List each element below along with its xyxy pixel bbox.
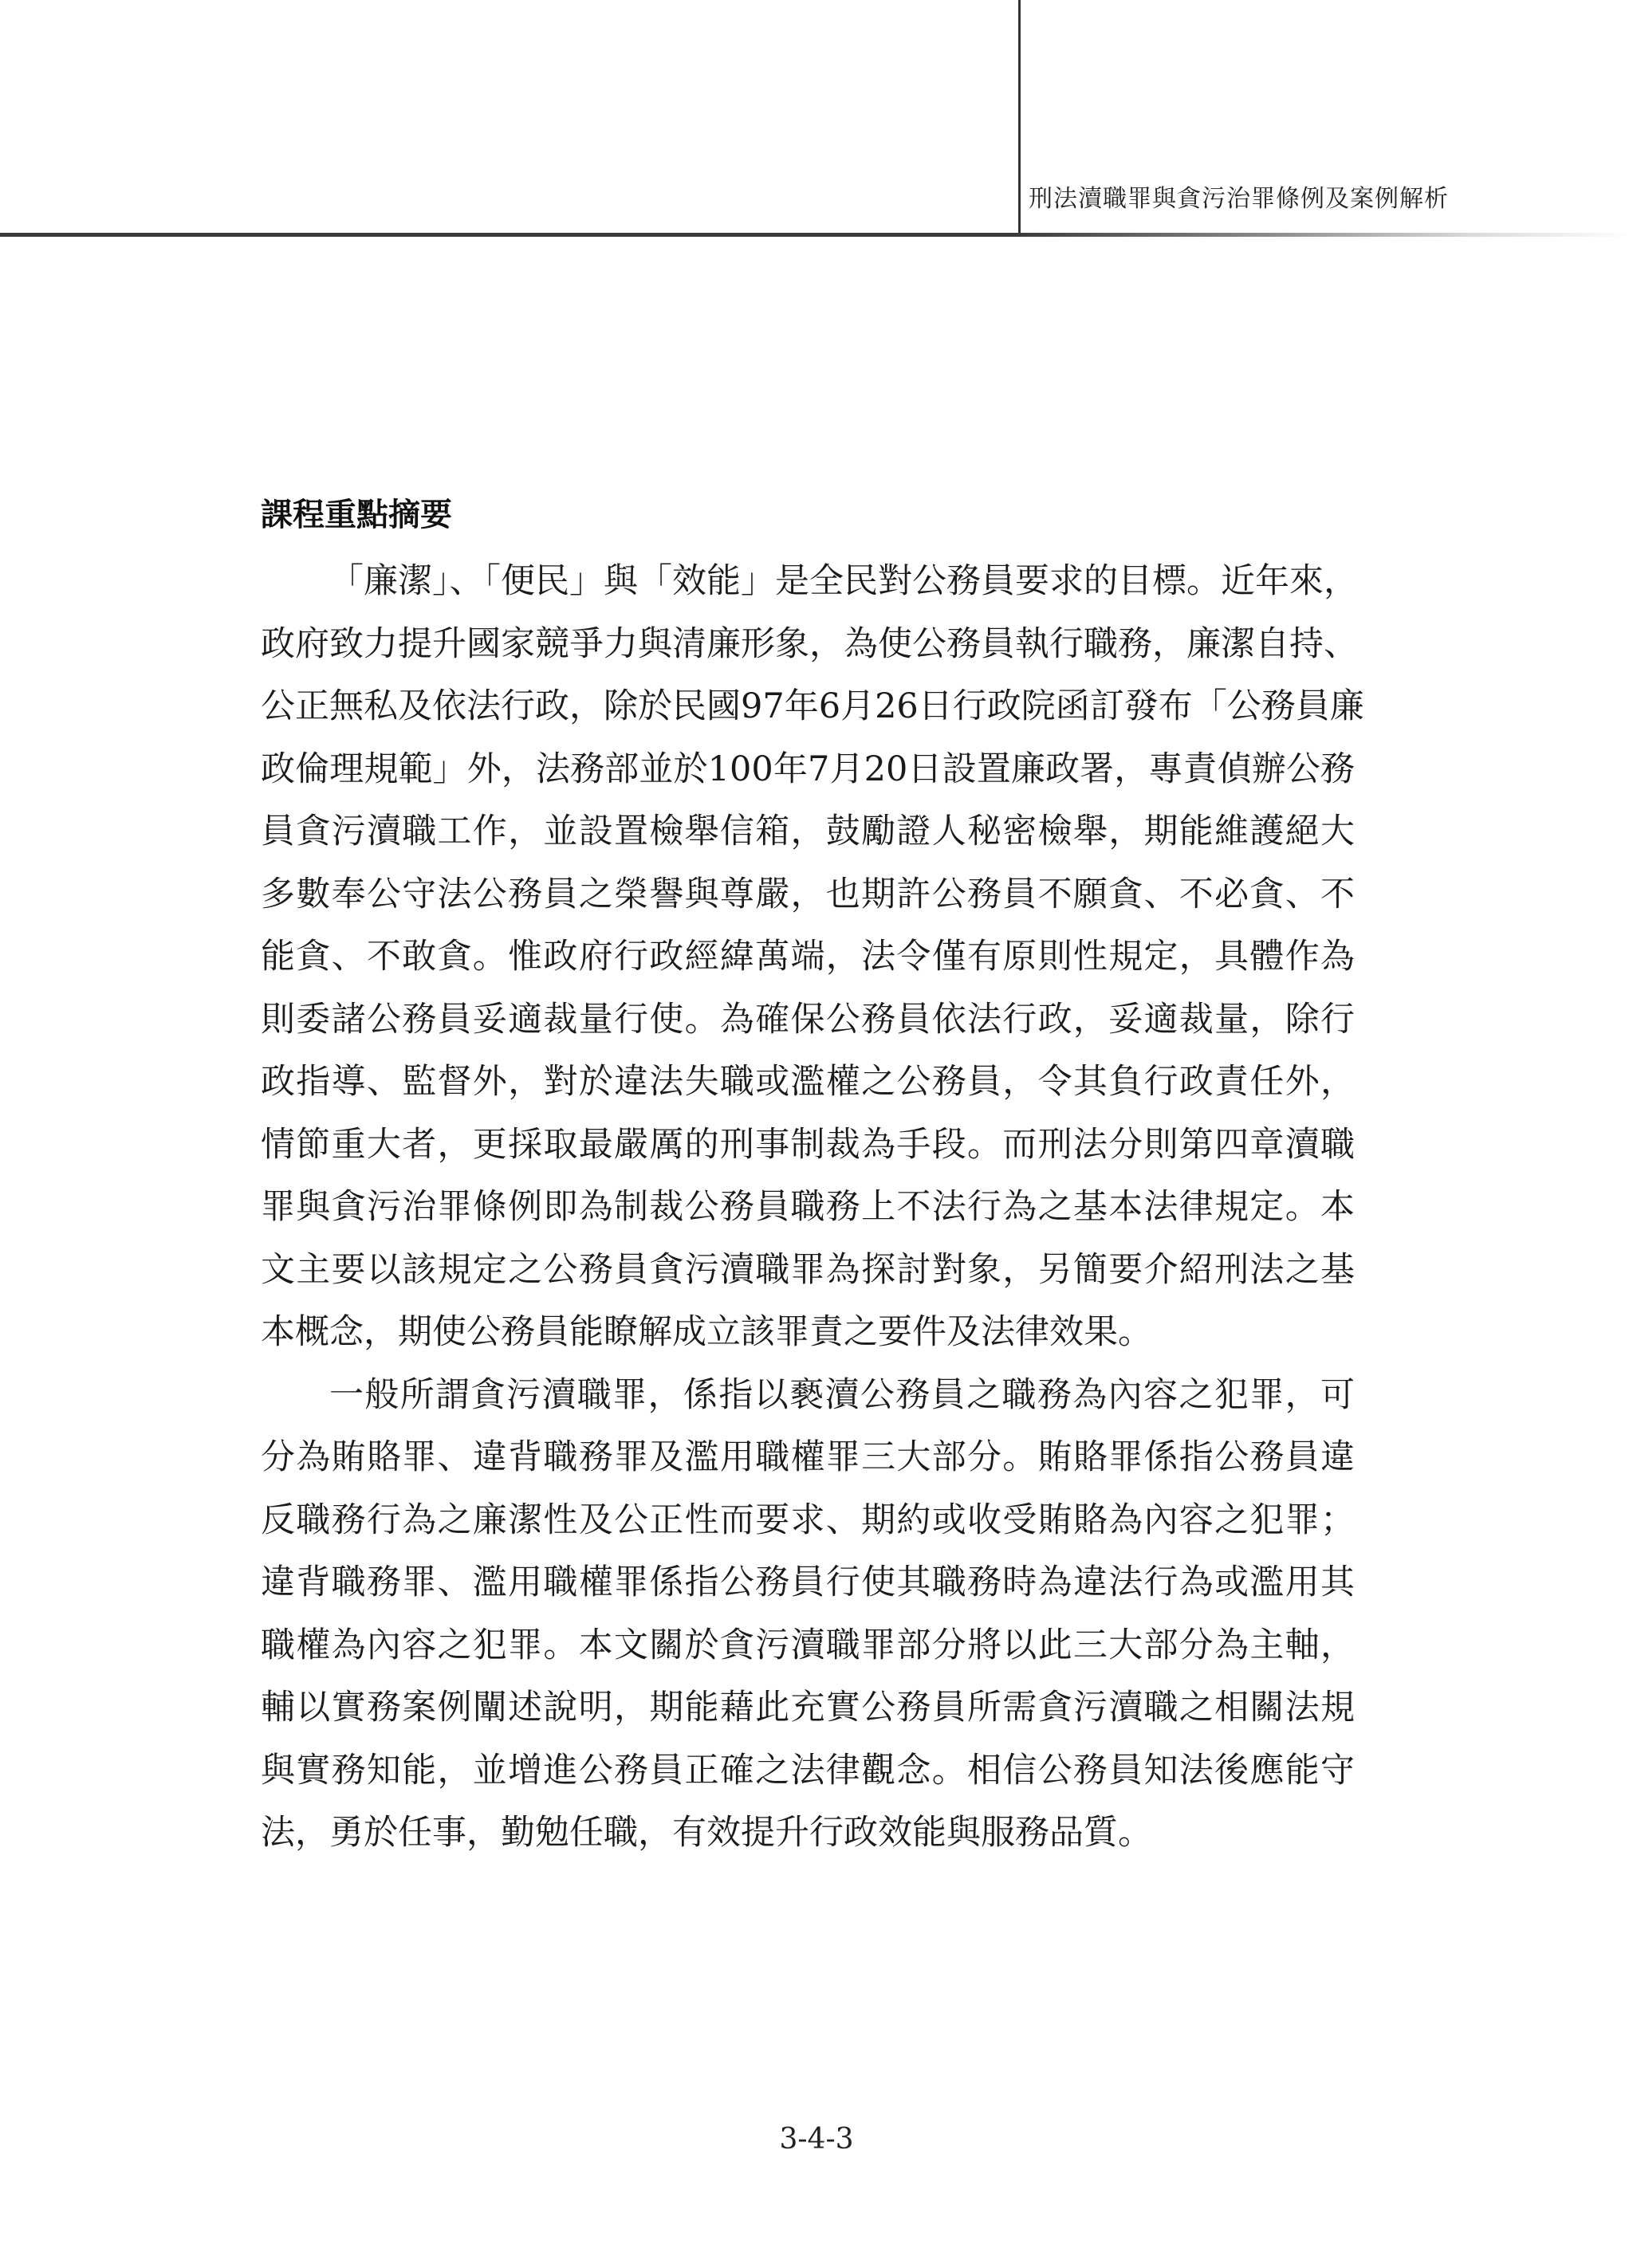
paragraph-line: 職權為內容之犯罪。本文關於貪污瀆職罪部分將以此三大部分為主軸，	[261, 1625, 1355, 1665]
paragraph-1	[261, 550, 1364, 1364]
paragraph-line: 政指導、監督外，對於違法失職或濫權之公務員，令其負行政責任外，	[261, 1062, 1355, 1102]
body-text	[261, 550, 1364, 1865]
paragraph-line: 違背職務罪、濫用職權罪係指公務員行使其職務時為違法行為或濫用其	[261, 1562, 1355, 1602]
paragraph-line: 與實務知能，並增進公務員正確之法律觀念。相信公務員知法後應能守	[261, 1750, 1355, 1790]
paragraph-2	[261, 1364, 1355, 1865]
paragraph-line: 一般所謂貪污瀆職罪，係指以褻瀆公務員之職務為內容之犯罪，可	[329, 1374, 1355, 1415]
paragraph-line: 罪與貪污治罪條例即為制裁公務員職務上不法行為之基本法律規定。本	[261, 1187, 1355, 1227]
paragraph-line: 情節重大者，更採取最嚴厲的刑事制裁為手段。而刑法分則第四章瀆職	[261, 1124, 1355, 1165]
paragraph-line: 法，勇於任事，勤勉任職，有效提升行政效能與服務品質。	[261, 1813, 1152, 1853]
header-rule	[0, 233, 1633, 237]
paragraph-line: 「廉潔」、「便民」與「效能」是全民對公務員要求的目標。近年來，	[329, 561, 1358, 601]
paragraph-line: 能貪、不敢貪。惟政府行政經緯萬端，法令僅有原則性規定，具體作為	[261, 937, 1355, 977]
paragraph-line: 多數奉公守法公務員之榮譽與尊嚴，也期許公務員不願貪、不必貪、不	[261, 874, 1355, 914]
header-divider-vertical	[1018, 0, 1021, 236]
paragraph-line: 公正無私及依法行政，除於民國97年6月26日行政院函訂發布「公務員廉	[261, 686, 1364, 726]
paragraph-line: 反職務行為之廉潔性及公正性而要求、期約或收受賄賂為內容之犯罪；	[261, 1500, 1355, 1540]
paragraph-line: 政府致力提升國家競爭力與清廉形象，為使公務員執行職務，廉潔自持、	[261, 623, 1358, 664]
paragraph-line: 政倫理規範」外，法務部並於100年7月20日設置廉政署，專責偵辦公務	[261, 749, 1355, 789]
paragraph-line: 文主要以該規定之公務員貪污瀆職罪為探討對象，另簡要介紹刑法之基	[261, 1249, 1355, 1290]
paragraph-line: 員貪污瀆職工作，並設置檢舉信箱，鼓勵證人秘密檢舉，期能維護絕大	[261, 812, 1355, 851]
section-heading: 課程重點摘要	[261, 497, 452, 533]
paragraph-line: 本概念，期使公務員能瞭解成立該罪責之要件及法律效果。	[261, 1312, 1152, 1352]
paragraph-line: 分為賄賂罪、違背職務罪及濫用職權罪三大部分。賄賂罪係指公務員違	[261, 1437, 1355, 1477]
paragraph-line: 輔以實務案例闡述說明，期能藉此充實公務員所需貪污瀆職之相關法規	[261, 1688, 1355, 1728]
paragraph-line: 則委諸公務員妥適裁量行使。為確保公務員依法行政，妥適裁量，除行	[261, 999, 1355, 1040]
page-number: 3-4-3	[779, 2123, 854, 2156]
running-header-title: 刑法瀆職罪與貪污治罪條例及案例解析	[1029, 185, 1449, 213]
